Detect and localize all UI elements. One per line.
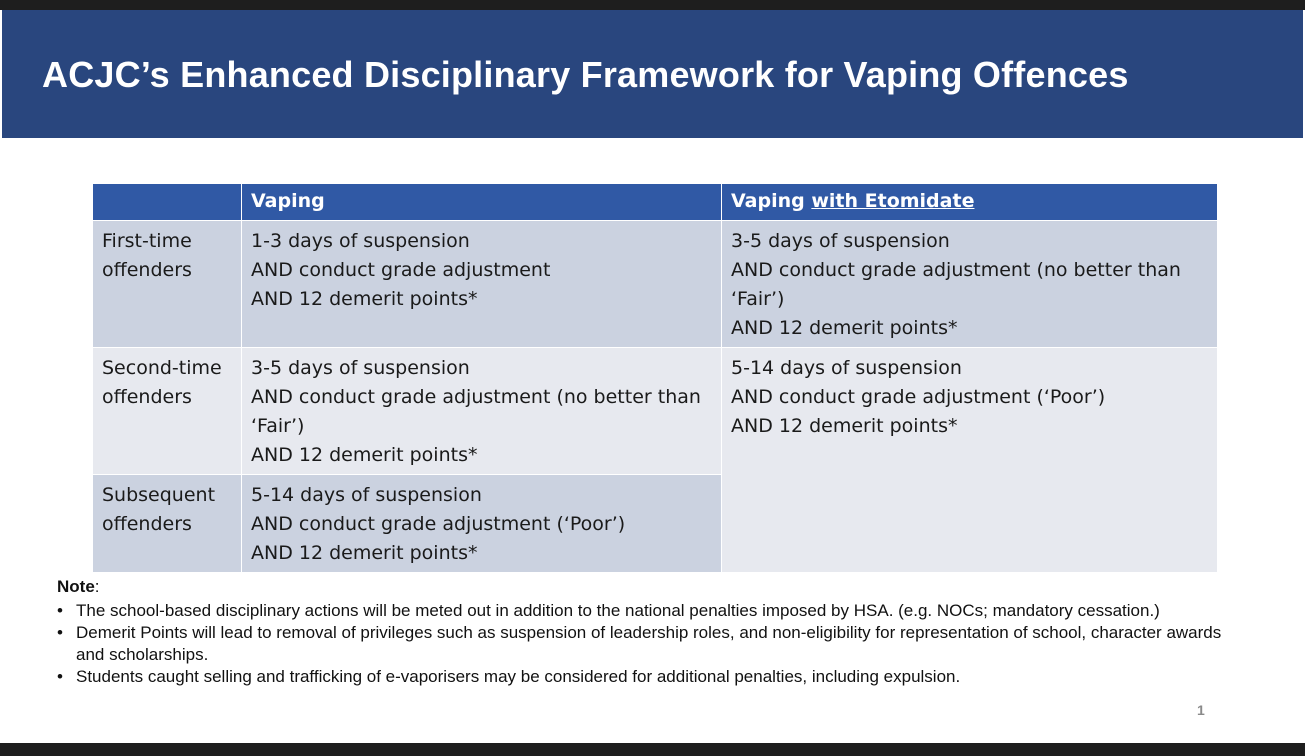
page-number: 1 xyxy=(1197,702,1205,718)
header-empty-cell xyxy=(93,184,242,221)
bullet-icon: • xyxy=(57,623,63,642)
note-text: Students caught selling and trafficking of e-vaporisers may be considered for additional penalties, including expulsion. xyxy=(76,667,961,686)
slide xyxy=(0,10,1305,743)
cell-line: AND 12 demerit points* xyxy=(251,542,478,564)
cell-line: 3-5 days of suspension xyxy=(731,230,950,252)
row-label-second-time xyxy=(93,348,242,475)
row-label-subsequent xyxy=(93,475,242,573)
cell-line: AND conduct grade adjustment (‘Poor’) xyxy=(731,386,1106,408)
cell-etomidate-second-and-subsequent xyxy=(722,348,1218,573)
bullet-icon: • xyxy=(57,601,63,620)
note-text: Demerit Points will lead to removal of privileges such as suspension of leadership roles, and non-eligibility for representation of school, character awards and scholarships. xyxy=(76,623,1222,664)
note-text: The school-based disciplinary actions will be meted out in addition to the national penalties imposed by HSA. (e.g. NOCs; mandatory cessation.) xyxy=(76,601,1160,620)
note-item xyxy=(57,666,1227,688)
notes-section xyxy=(57,576,1227,688)
cell-line: 3-5 days of suspension xyxy=(251,357,470,379)
notes-list xyxy=(57,600,1227,688)
row-label-line: offenders xyxy=(102,259,192,281)
table-row-first-time xyxy=(93,221,1218,348)
cell-etomidate-first-time xyxy=(722,221,1218,348)
notes-title: Note xyxy=(57,577,95,596)
row-label-line: Second-time xyxy=(102,357,222,379)
cell-vaping-first-time xyxy=(242,221,722,348)
framework-table xyxy=(92,183,1218,573)
cell-line: AND conduct grade adjustment (no better than ‘Fair’) xyxy=(731,259,1181,310)
cell-line: 5-14 days of suspension xyxy=(731,357,962,379)
row-label-line: offenders xyxy=(102,513,192,535)
header-vaping-with-etomidate xyxy=(722,184,1218,221)
cell-vaping-subsequent xyxy=(242,475,722,573)
notes-heading xyxy=(57,576,1227,598)
row-label-first-time xyxy=(93,221,242,348)
cell-vaping-second-time xyxy=(242,348,722,475)
table-header-row xyxy=(93,184,1218,221)
cell-line: AND 12 demerit points* xyxy=(251,444,478,466)
note-item xyxy=(57,600,1227,622)
title-banner xyxy=(2,10,1303,138)
table-row-second-time xyxy=(93,348,1218,475)
bullet-icon: • xyxy=(57,667,63,686)
cell-line: AND conduct grade adjustment xyxy=(251,259,551,281)
window-top-bar xyxy=(0,0,1305,10)
window-bottom-bar xyxy=(0,743,1305,756)
row-label-line: First-time xyxy=(102,230,192,252)
header-etomidate-prefix: Vaping xyxy=(731,190,812,212)
cell-line: AND 12 demerit points* xyxy=(731,317,958,339)
cell-line: AND conduct grade adjustment (no better than ‘Fair’) xyxy=(251,386,701,437)
header-vaping: Vaping xyxy=(242,184,722,221)
note-item xyxy=(57,622,1227,666)
cell-line: 5-14 days of suspension xyxy=(251,484,482,506)
cell-line: 1-3 days of suspension xyxy=(251,230,470,252)
cell-line: AND conduct grade adjustment (‘Poor’) xyxy=(251,513,626,535)
slide-title: ACJC’s Enhanced Disciplinary Framework for Vaping Offences xyxy=(42,54,1129,95)
notes-colon: : xyxy=(94,577,100,596)
row-label-line: offenders xyxy=(102,386,192,408)
cell-line: AND 12 demerit points* xyxy=(251,288,478,310)
cell-line: AND 12 demerit points* xyxy=(731,415,958,437)
header-etomidate-underlined: with Etomidate xyxy=(811,190,975,212)
row-label-line: Subsequent xyxy=(102,484,216,506)
